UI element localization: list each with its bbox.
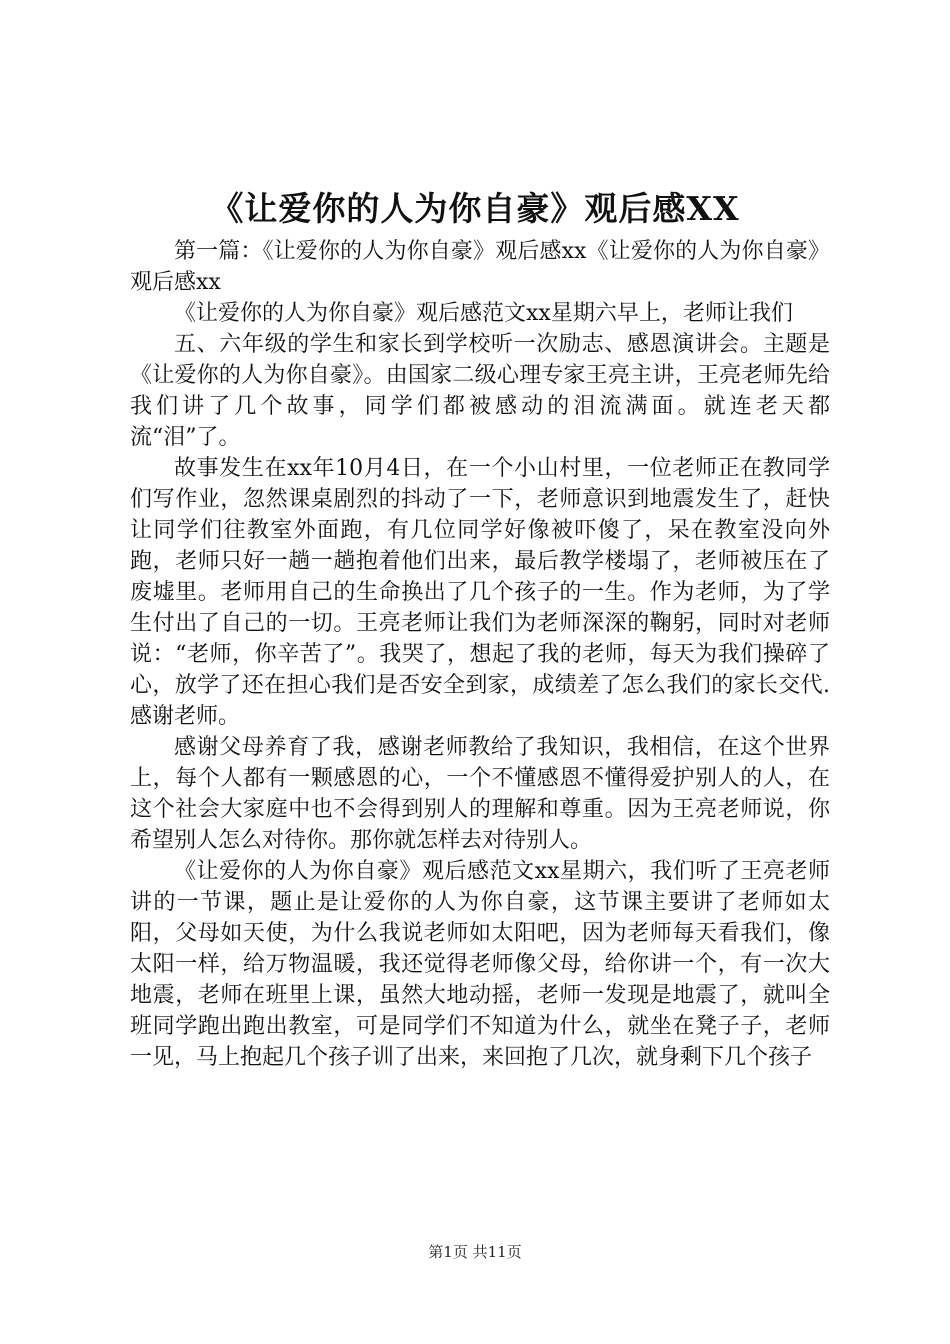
paragraph-6: 《让爱你的人为你自豪》观后感范文xx星期六，我们听了王亮老师讲的一节课，题止是让爱你的人为你自豪，这节课主要讲了老师如太阳，父母如天使，为什么我说老师如太阳吧，因为老师每天看我们，像太阳一样，给万物温暖，我还觉得老师像父母，给你讲一个，有一次大地震，老师在班里上课，虽然大地动摇，老师一发现是地震了，就叫全班同学跑出跑出教室，可是同学们不知道为什么，就坐在凳子子，老师一见，马上抱起几个孩子训了出来，来回抱了几次，就身剩下几个孩子 [130,859,830,1070]
page-number-footer: 第1页 共11页 [428,1243,522,1261]
paragraph-1: 第一篇：《让爱你的人为你自豪》观后感xx《让爱你的人为你自豪》观后感xx [130,239,830,295]
paragraph-2: 《让爱你的人为你自豪》观后感范文xx星期六早上，老师让我们 [174,301,793,326]
document-body [130,236,830,1073]
document-title: 《让爱你的人为你自豪》观后感XX [210,189,740,228]
paragraph-3: 五、六年级的学生和家长到学校听一次励志、感恩演讲会。主题是《让爱你的人为你自豪》。由国家二级心理专家王亮主讲，王亮老师先给我们讲了几个故事，同学们都被感动的泪流满面。就连老天都流“泪”了。 [130,332,830,450]
paragraph-5: 感谢父母养育了我，感谢老师教给了我知识，我相信，在这个世界上，每个人都有一颗感恩的心，一个不懂感恩不懂得爱护别人的人，在这个社会大家庭中也不会得到别人的理解和尊重。因为王亮老师说，你希望别人怎么对待你。那你就怎样去对待别人。 [130,735,830,853]
paragraph-4: 故事发生在xx年10月4日，在一个小山村里，一位老师正在教同学们写作业，忽然课桌剧烈的抖动了一下，老师意识到地震发生了，赶快让同学们往教室外面跑，有几位同学好像被吓傻了，呆在教室没向外跑，老师只好一趟一趟抱着他们出来，最后教学楼塌了，老师被压在了废墟里。老师用自己的生命换出了几个孩子的一生。作为老师，为了学生付出了自己的一切。王亮老师让我们为老师深深的鞠躬，同时对老师说：“老师，你辛苦了”。我哭了，想起了我的老师，每天为我们操碎了心，放学了还在担心我们是否安全到家，成绩差了怎么我们的家长交代.感谢老师。 [130,456,830,729]
